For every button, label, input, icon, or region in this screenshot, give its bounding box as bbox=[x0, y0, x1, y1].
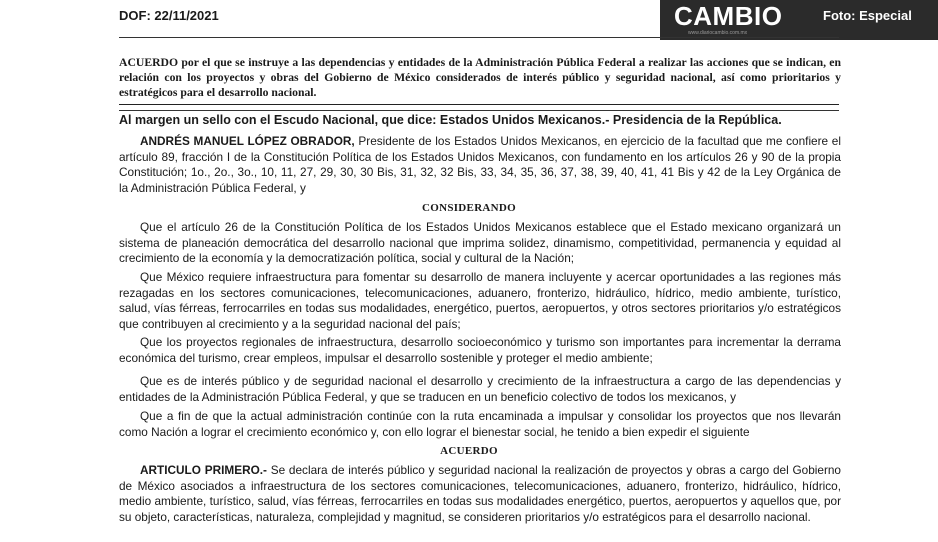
intro-paragraph bbox=[119, 134, 841, 196]
header-divider bbox=[119, 37, 839, 38]
dof-date: DOF: 22/11/2021 bbox=[119, 8, 219, 23]
brand-url: www.diariocambio.com.mx bbox=[688, 30, 748, 36]
president-name: ANDRÉS MANUEL LÓPEZ OBRADOR, bbox=[140, 134, 355, 148]
title-divider bbox=[119, 104, 839, 105]
margin-note: Al margen un sello con el Escudo Nacional, que dice: Estados Unidos Mexicanos.- Presidencia de la República. bbox=[119, 113, 782, 127]
considerando-heading: CONSIDERANDO bbox=[421, 202, 517, 214]
acuerdo-heading: ACUERDO bbox=[440, 445, 498, 457]
considerando-paragraph: Que los proyectos regionales de infraestructura, desarrollo socioeconómico y turismo son importantes para incrementar la derrama económica del turismo, crear empleos, impulsar el desarrollo sostenible y proteger el medio ambiente; bbox=[119, 335, 841, 365]
article-text: Se declara de interés público y seguridad nacional la realización de proyectos y obras a cargo del Gobierno de México asociados a infraestructura de los sectores comunicaciones, telecomunicaciones, aduanero, fronterizo, hidráulico, hídrico, medio ambiente, turístico, salud, vías férreas, ferrocarriles en todas sus modalidades energético, puertos, aeropuertos y aquellos que, por su objeto, características, naturaleza, complejidad y magnitud, se consideren prioritarios y/o estratégicos para el desarrollo nacional. bbox=[119, 463, 841, 524]
considerando-paragraph: Que el artículo 26 de la Constitución Política de los Estados Unidos Mexicanos establece que el Estado mexicano organizará un sistema de planeación democrática del desarrollo nacional que imprima solidez, dinamismo, competitividad, permanencia y equidad al crecimiento de la economía y la democratización política, social y cultural de la Nación; bbox=[119, 220, 841, 266]
cambio-watermark bbox=[660, 0, 938, 40]
considerando-paragraph: Que México requiere infraestructura para fomentar su desarrollo de manera incluyente y acercar oportunidades a las regiones más rezagadas en los sectores comunicaciones, telecomunicaciones, aduanero, fronterizo, hidráulico, hídrico, medio ambiente, turístico, salud, vías férreas, ferrocarriles en todas sus modalidades, energético, puertos, aeropuertos, y otros sectores prioritarios y/o estratégicos que contribuyen al crecimiento y a la seguridad nacional del país; bbox=[119, 270, 841, 331]
intro-text: Presidente de los Estados Unidos Mexicanos, en ejercicio de la facultad que me confiere el artículo 89, fracción I de la Constitución Política de los Estados Unidos Mexicanos, con fundamento en los artículos 26 y 90 de la propia Constitución; 1o., 2o., 3o., 10, 11, 27, 29, 30, 30 Bis, 31, 32, 32 Bis, 33, 34, 35, 36, 37, 38, 39, 40, 41, 41 Bis y 42 de la Ley Orgánica de la Administración Pública Federal, y bbox=[119, 134, 841, 195]
photo-credit: Foto: Especial bbox=[823, 8, 912, 23]
title-divider-thin bbox=[119, 110, 839, 111]
considerando-paragraph: Que es de interés público y de seguridad nacional el desarrollo y crecimiento de la infraestructura a cargo de las dependencias y entidades de la Administración Pública Federal, y que se traducen en un beneficio colectivo de todos los mexicanos, y bbox=[119, 374, 841, 404]
article-paragraph bbox=[119, 463, 841, 525]
brand-logo: CAMBIO bbox=[674, 1, 783, 31]
document-title: ACUERDO por el que se instruye a las dependencias y entidades de la Administración Pública Federal a realizar las acciones que se indican, en relación con los proyectos y obras del Gobierno de México considerados de interés público y seguridad nacional, así como prioritarios y estratégicos para el desarrollo nacional. bbox=[119, 56, 841, 99]
article-label: ARTICULO PRIMERO.- bbox=[140, 463, 267, 477]
considerando-paragraph: Que a fin de que la actual administración continúe con la ruta encaminada a impulsar y consolidar los proyectos que nos llevarán como Nación a lograr el crecimiento económico y, con ello lograr el bienestar social, he tenido a bien expedir el siguiente bbox=[119, 409, 841, 439]
